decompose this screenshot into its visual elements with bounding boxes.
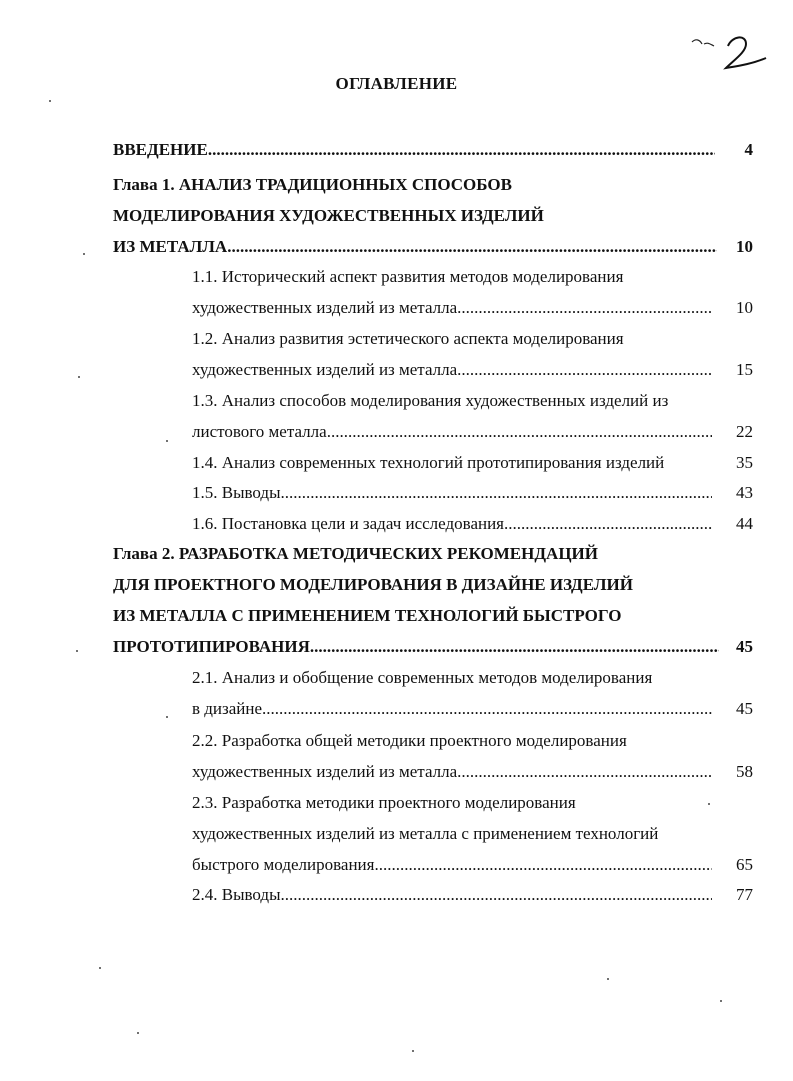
toc-page-number: 77 <box>736 885 753 904</box>
scan-speck <box>607 978 609 980</box>
scan-speck <box>76 650 78 652</box>
dot-leader <box>281 482 712 504</box>
chapter-1-heading-line2: МОДЕЛИРОВАНИЯ ХУДОЖЕСТВЕННЫХ ИЗДЕЛИЙ <box>113 206 544 225</box>
chapter-2-heading-line2: ДЛЯ ПРОЕКТНОГО МОДЕЛИРОВАНИЯ В ДИЗАЙНЕ ИЗДЕЛИЙ <box>113 575 633 594</box>
toc-entry-label: в дизайне <box>192 699 263 718</box>
dot-leader <box>227 236 717 258</box>
toc-page-number: 45 <box>736 699 753 718</box>
section-2-4 <box>192 884 712 906</box>
chapter-2-heading-line3: ИЗ МЕТАЛЛА С ПРИМЕНЕНИЕМ ТЕХНОЛОГИЙ БЫСТРОГО <box>113 606 622 625</box>
scan-speck <box>708 803 710 805</box>
toc-entry-intro <box>113 139 715 161</box>
section-1-4-line1: 1.4. Анализ современных технологий прототипирования изделий <box>192 453 665 472</box>
scan-speck <box>78 376 80 378</box>
toc-entry-label: ВВЕДЕНИЕ <box>113 140 208 159</box>
section-2-2-line1: 2.2. Разработка общей методики проектного моделирования <box>192 731 627 750</box>
dot-leader <box>310 636 719 658</box>
toc-entry-label: художественных изделий из металла <box>192 360 458 379</box>
section-1-3-line1: 1.3. Анализ способов моделирования художественных изделий из <box>192 391 669 410</box>
dot-leader <box>281 884 712 906</box>
section-1-3-line2 <box>192 421 712 443</box>
scan-speck <box>166 440 168 442</box>
dot-leader <box>504 513 712 535</box>
dot-leader <box>262 698 712 720</box>
dot-leader <box>457 297 712 319</box>
section-2-3-line1: 2.3. Разработка методики проектного моделирования <box>192 793 576 812</box>
toc-page-number: 15 <box>736 360 753 379</box>
scan-speck <box>412 1050 414 1052</box>
toc-entry-label: 1.5. Выводы <box>192 483 281 502</box>
scan-speck <box>137 1032 139 1034</box>
toc-entry-label: художественных изделий из металла <box>192 298 458 317</box>
dot-leader <box>327 421 712 443</box>
chapter-2-heading-line4 <box>113 636 719 658</box>
section-2-1-line1: 2.1. Анализ и обобщение современных методов моделирования <box>192 668 653 687</box>
toc-page-number: 22 <box>736 422 753 441</box>
dot-leader <box>208 139 715 161</box>
scan-speck <box>49 100 51 102</box>
toc-page-number: 35 <box>736 453 753 472</box>
toc-entry-label: листового металла <box>192 422 327 441</box>
toc-page-number: 58 <box>736 762 753 781</box>
section-1-1-line1: 1.1. Исторический аспект развития методов моделирования <box>192 267 624 286</box>
toc-page-number: 43 <box>736 483 753 502</box>
section-1-5 <box>192 482 712 504</box>
toc-entry-label: 1.6. Постановка цели и задач исследования <box>192 514 505 533</box>
chapter-1-heading-line1: Глава 1. АНАЛИЗ ТРАДИЦИОННЫХ СПОСОБОВ <box>113 175 512 194</box>
toc-entry-label: быстрого моделирования <box>192 855 375 874</box>
toc-page-number: 4 <box>744 140 753 159</box>
page-title: ОГЛАВЛЕНИЕ <box>335 74 458 93</box>
scan-speck <box>720 1000 722 1002</box>
section-1-2-line1: 1.2. Анализ развития эстетического аспекта моделирования <box>192 329 624 348</box>
toc-page-number: 10 <box>736 298 753 317</box>
toc-page-number: 44 <box>736 514 753 533</box>
section-2-2-line2 <box>192 761 712 783</box>
section-1-1-line2 <box>192 297 712 319</box>
handwritten-page-number <box>688 28 768 74</box>
scan-speck <box>166 716 168 718</box>
dot-leader <box>457 359 712 381</box>
section-2-3-line3 <box>192 854 712 876</box>
chapter-1-heading-line3 <box>113 236 717 258</box>
dot-leader <box>457 761 712 783</box>
scan-speck <box>99 967 101 969</box>
toc-page-number: 10 <box>736 237 753 256</box>
toc-entry-label: художественных изделий из металла <box>192 762 458 781</box>
toc-page-number: 65 <box>736 855 753 874</box>
toc-entry-label: ПРОТОТИПИРОВАНИЯ <box>113 637 310 656</box>
section-2-1-line2 <box>192 698 712 720</box>
toc-entry-label: ИЗ МЕТАЛЛА <box>113 237 228 256</box>
dot-leader <box>374 854 712 876</box>
section-1-2-line2 <box>192 359 712 381</box>
section-2-3-line2: художественных изделий из металла с применением технологий <box>192 824 659 843</box>
toc-entry-label: 2.4. Выводы <box>192 885 281 904</box>
scan-speck <box>83 253 85 255</box>
toc-page-number: 45 <box>736 637 753 656</box>
chapter-2-heading-line1: Глава 2. РАЗРАБОТКА МЕТОДИЧЕСКИХ РЕКОМЕНДАЦИЙ <box>113 544 598 563</box>
section-1-6 <box>192 513 712 535</box>
